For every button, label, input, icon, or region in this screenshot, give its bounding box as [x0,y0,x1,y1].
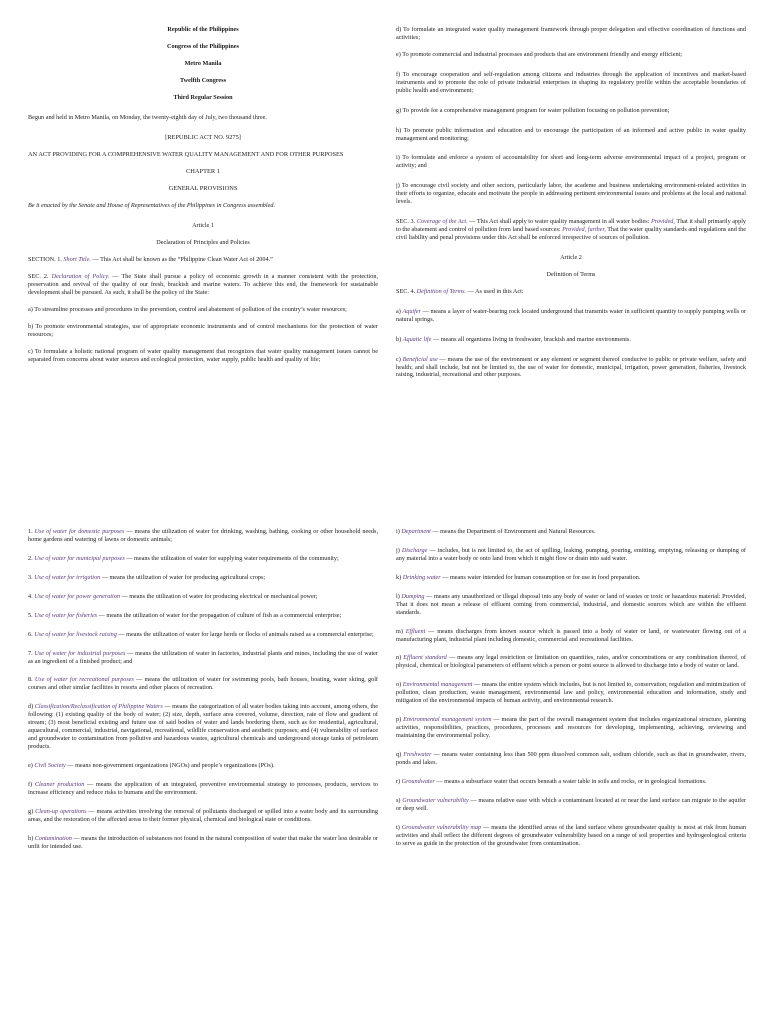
chapter-heading: CHAPTER 1 [186,167,220,175]
section-2: SEC. 2. Declaration of Policy. — The State shall pursue a policy of economic growth in a manner consistent with the protection, preservation and revival of the quality of our fresh, brackish and marine waters. To achieve this end, the framework for sustainable development shall be pursued. As such, it shall be the policy of the State: [28,272,378,296]
definition-item: j) Discharge — includes, but is not limited to, the act of spilling, leaking, pumping, pouring, emitting, emptying, releasing or dumping of any material into a water body or onto land from which it might flow or drain into said water. [396,546,746,562]
definition-item: s) Groundwater vulnerability — means relative ease with which a contaminant located at or near the land surface can migrate to the aquifer or deep well. [396,796,746,812]
definition-item: g) Clean-up operations — means activities involving the removal of pollutants discharged or spilled into a water body and its surrounding areas, and the restoration of the affected areas to their former physical, chemical and biological state or conditions. [28,807,378,823]
definition-item: m) Effluent — means discharges from known source which is passed into a body of water or land, or wastewater flowing out of a manufacturing plant, industrial plant including domestic, commercial and recreational facilities. [396,627,746,643]
definition-item: 4. Use of water for power generation — means the utilization of water for producing electrical or mechanical power; [28,592,318,600]
definition-item: 6. Use of water for livestock raising — means the utilization of water for large herds or flocks of animals raised as a commercial enterprise; [28,630,374,638]
definition-list [396,528,746,847]
definition-aquifer: a) Aquifer — means a layer of water-bearing rock located underground that transmits water in sufficient quantity to supply pumping wells or natural springs. [396,307,746,323]
definition-item: k) Drinking water — means water intended for human consumption or for use in food preparation. [396,573,641,581]
definition-item: p) Environmental management system — means the part of the overall management system that includes organizational structure, planning activities, responsibilities, practices, procedures, processes and resources for developing, implementing, achieving, reviewing and maintaining the environmental policy. [396,716,746,739]
policy-item-g: g) To provide for a comprehensive management program for water pollution focusing on pollution prevention; [396,106,670,114]
policy-item-e: e) To promote commercial and industrial processes and products that are environment friendly and energy efficient; [396,50,682,58]
policy-item-f: f) To encourage cooperation and self-regulation among citizens and industries through the application of incentives and market-based instruments and to promote the role of private industrial enterprises in shaping its regulatory profile within the acceptable boundaries of public health and environment; [396,70,746,94]
policy-item-j: j) To encourage civil society and other sectors, particularly labor, the academe and business undertaking environment-related activities in their efforts to organize, educate and motivate the people in addressing pertinent environmental issues and problems at the local and national levels. [396,182,746,206]
definition-item: i) Department — means the Department of Environment and Natural Resources. [396,528,596,535]
definition-item: f) Cleaner production — means the application of an integrated, preventive environmental strategy to processes, products, services to increase efficiency and reduce risks to humans and the environment. [28,780,378,796]
section-4: SEC. 4. Definition of Terms. — As used in this Act: [396,287,524,295]
definition-item: n) Effluent standard — means any legal restriction or limitation on quantities, rates, and/or concentrations or any combination thereof, of physical, chemical or biological parameters of effluent which a person or point source is allowed to discharge into a body of water or land. [396,654,746,670]
definition-item: 3. Use of water for irrigation — means the utilization of water for producing agricultural crops; [28,573,266,581]
header-line: Twelfth Congress [179,76,226,84]
page-4 [396,528,746,1028]
header-line: Republic of the Philippines [167,26,239,33]
article-title: Declaration of Principles and Policies [156,239,250,247]
page-1 [28,26,378,526]
begun-text: Begun and held in Metro Manila, on Monday, the twenty-eighth day of July, two thousand three. [28,113,267,121]
republic-act-number: [REPUBLIC ACT NO. 9275] [165,133,241,141]
enacting-clause: Be it enacted by the Senate and House of Representatives of the Philippines in Congress assembled. [28,202,275,210]
definition-item: 7. Use of water for industrial purposes — means the utilization of water in factories, industrial plants and mines, including the use of water as an ingredient of a finished product; and [28,649,378,665]
policy-item-c: c) To formulate a holistic national program of water quality management that recognizes that water quality management issues cannot be separated from concerns about water sources and ecological protection, water supply, public health and quality of life; [28,347,378,363]
definition-item: 2. Use of water for municipal purposes — means the utilization of water for supplying water requirements of the community; [28,554,339,562]
definition-aquatic-life: b) Aquatic life — means all organisms living in freshwater, brackish and marine environments. [396,335,631,343]
policy-item-a: a) To streamline processes and procedures in the prevention, control and abatement of pollution of the country’s water resources; [28,305,347,313]
act-title: AN ACT PROVIDING FOR A COMPREHENSIVE WATER QUALITY MANAGEMENT AND FOR OTHER PURPOSES [28,150,344,158]
article-title: Definition of Terms [546,270,596,278]
article-heading: Article 2 [560,253,582,261]
header-line: Congress of the Philippines [167,42,239,50]
definition-item: t) Groundwater vulnerability map — means the identified areas of the land surface where groundwater quality is most at risk from human activities and shall reflect the different degrees of groundwater vulnerability based on a range of soil properties and hydrogeological criteria to serve as guide in the protection of the groundwater from contamination. [396,823,746,847]
page-2 [396,26,746,526]
article-heading: Article 1 [192,222,214,230]
definition-item: 1. Use of water for domestic purposes — means the utilization of water for drinking, washing, bathing, cooking or other household needs, home gardens and watering of lawns or domestic animals; [28,528,378,543]
definition-item: o) Environmental management — means the entire system which includes, but is not limited to, conservation, regulation and minimization of pollution, clean production, waste management, environmental law and policy, environmental education and information, study and mitigation of the environmental impacts of human activity, and environmental research. [396,681,746,705]
policy-item-h: h) To promote public information and education and to encourage the participation of an informed and active public in water quality management and monitoring; [396,126,746,142]
definition-item: e) Civil Society — means non-government organizations (NGOs) and people’s organizations (POs). [28,761,275,769]
definition-list [28,528,378,851]
page-3 [28,528,378,1028]
definition-item: q) Freshwater — means water containing less than 500 ppm dissolved common salt, sodium chloride, such as that in groundwater, rivers, ponds and lakes. [396,750,746,766]
header-line: Metro Manila [184,59,222,67]
policy-item-i: i) To formulate and enforce a system of accountability for short and long-term adverse environmental impact of a project, program or activity; and [396,154,746,170]
definition-item: r) Groundwater — means a subsurface water that occurs beneath a water table in soils and rocks, or in geological formations. [396,777,707,785]
section-1: SECTION. 1. Short Title. — This Act shall be known as the “Philippine Clean Water Act of 2004.” [28,256,273,264]
definition-beneficial-use: c) Beneficial use — means the use of the environment or any element or segment thereof conducive to public or private welfare, safety and health; and shall include, but not be limited to, the use of water for domestic, municipal, irrigation, power generation, fisheries, livestock raising, industrial, recreational and other purposes. [396,355,746,379]
definition-item: 5. Use of water for fisheries — means the utilization of water for the propagation of culture of fish as a commercial enterprise; [28,611,342,619]
definition-item: d) Classification/Reclassification of Philippine Waters — means the categorization of all water bodies taking into account, among others, the following: (1) existing quality of the body of water; (2) size, depth, surface area covered, volume, direction, rate of flow and gradient of stream; (3) most beneficial existing and future use of said bodies of water and lands bordering them, such as for residential, agricultural, aquacultural, commercial, industrial, navigational, recreational, wildlife conservation and aesthetic purposes; and (4) vulnerability of surface and groundwater to contamination from pollutive and hazardous wastes, agricultural chemicals and underground storage tanks of petroleum products. [28,703,378,750]
section-3: SEC. 3. Coverage of the Act. — This Act shall apply to water quality management in all water bodies: Provided, That it shall primarily apply to the abatement and control of pollution from land based sources: Provided, further, That the water quality standards and regulations and the civil liability and penal provisions under this Act shall be enforced irrespective of sources of pollution. [396,218,746,241]
definition-item: h) Contamination — means the introduction of substances not found in the natural composition of water that make the water less desirable or unfit for intended use. [28,834,378,850]
header-line: Third Regular Session [173,93,233,101]
definition-item: 8. Use of water for recreational purposes — means the utilization of water for swimming pools, bath houses, boating, water skiing, golf courses and other similar facilities in resorts and other places of recreation. [28,676,378,692]
policy-item-d: d) To formulate an integrated water quality management framework through proper delegation and effective coordination of functions and activities; [396,26,746,41]
definition-item: l) Dumping — means any unauthorized or illegal disposal into any body of water or land of wastes or toxic or hazardous material: Provided, That it does not mean a release of effluent coming from commercial, industrial, and domestic sources which are within the effluent standards. [396,592,746,616]
policy-item-b: b) To promote environmental strategies, use of appropriate economic instruments and of control mechanisms for the protection of water resources; [28,322,378,338]
chapter-title: GENERAL PROVISIONS [168,185,238,193]
